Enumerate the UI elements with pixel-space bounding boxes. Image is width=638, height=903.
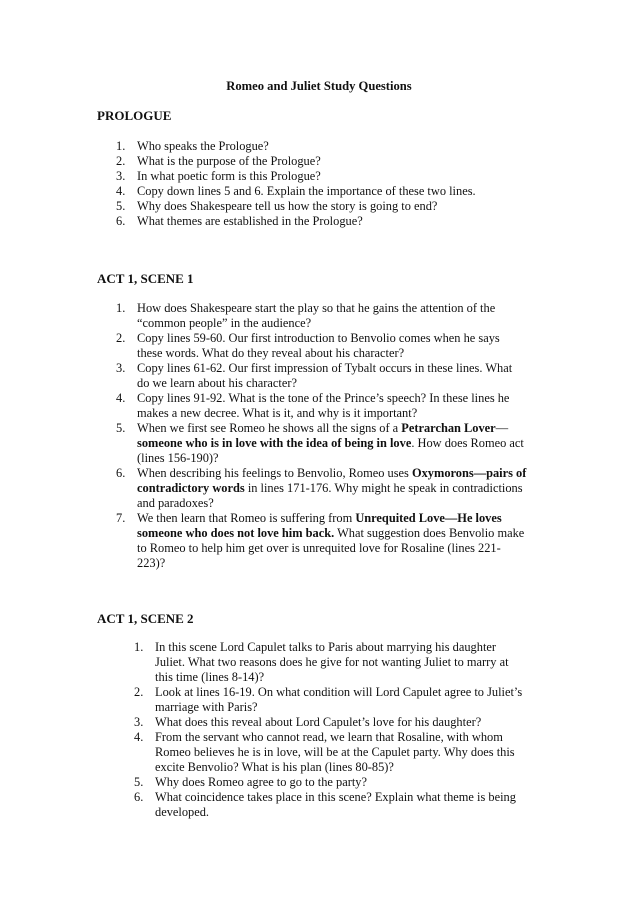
act1-scene2-question-list: [134, 640, 523, 820]
question-text: In what poetic form is this Prologue?: [137, 169, 321, 183]
question-item: [134, 775, 522, 790]
question-text: What themes are established in the Prologue?: [137, 214, 363, 228]
question-item: [116, 139, 476, 154]
question-text: in lines 171-176. Why might he speak in contradictions: [244, 481, 523, 495]
question-line: this time (lines 8-14)?: [155, 670, 265, 684]
question-text: What is the purpose of the Prologue?: [137, 154, 321, 168]
document-title: Romeo and Juliet Study Questions: [226, 79, 412, 93]
question-number: 6.: [116, 466, 126, 480]
question-text: to Romeo to help him get over is unrequited love for Rosaline (lines 221-: [137, 541, 501, 555]
question-item: [134, 790, 522, 820]
question-number: 1.: [116, 139, 126, 153]
act1-scene1-question-list: [116, 301, 527, 571]
question-text: When describing his feelings to Benvolio, Romeo uses: [137, 466, 412, 480]
question-number: 2.: [116, 154, 126, 168]
question-item: [116, 331, 526, 361]
question-line: Copy lines 59-60. Our first introduction to Benvolio comes when he says: [137, 331, 500, 345]
question-line: Copy lines 61-62. Our first impression of Tybalt occurs in these lines. What: [137, 361, 513, 375]
question-number: 5.: [116, 199, 126, 213]
question-number: 3.: [134, 715, 144, 729]
question-line: How does Shakespeare start the play so that he gains the attention of the: [137, 301, 496, 315]
question-number: 5.: [134, 775, 144, 789]
bold-term: Oxymorons—pairs of: [411, 466, 527, 480]
question-text: Why does Shakespeare tell us how the story is going to end?: [137, 199, 438, 213]
question-line: excite Benvolio? What is his plan (lines 80-85)?: [155, 760, 394, 774]
question-item: [116, 301, 526, 331]
question-line: makes a new decree. What is it, and why is it important?: [137, 406, 418, 420]
question-number: 2.: [116, 331, 126, 345]
question-line: What coincidence takes place in this scene? Explain what theme is being: [155, 790, 516, 804]
question-number: 5.: [116, 421, 126, 435]
question-line: do we learn about his character?: [137, 376, 297, 390]
section-heading-act1-scene1: ACT 1, SCENE 1: [97, 271, 194, 286]
question-line: In this scene Lord Capulet talks to Paris about marrying his daughter: [155, 640, 497, 654]
question-text: When we first see Romeo he shows all the signs of a: [137, 421, 402, 435]
question-item: [116, 361, 526, 391]
question-item: [116, 391, 526, 421]
question-number: 2.: [134, 685, 144, 699]
question-line: marriage with Paris?: [155, 700, 258, 714]
section-heading-act1-scene2: ACT 1, SCENE 2: [97, 611, 194, 626]
section-heading-prologue: PROLOGUE: [97, 108, 172, 123]
question-item: [116, 214, 476, 229]
question-item: [116, 421, 526, 466]
question-item: [134, 640, 522, 685]
question-line: Romeo believes he is in love, will be at the Capulet party. Why does this: [155, 745, 515, 759]
bold-term: Petrarchan Lover: [401, 421, 496, 435]
question-line: “common people” in the audience?: [137, 316, 312, 330]
question-item: [134, 730, 522, 775]
question-number: 7.: [116, 511, 126, 525]
question-text: 223)?: [137, 556, 166, 570]
question-number: 3.: [116, 169, 126, 183]
question-text: (lines 156-190)?: [137, 451, 219, 465]
question-number: 1.: [116, 301, 126, 315]
bold-term: contradictory words: [137, 481, 245, 495]
question-line: Copy lines 91-92. What is the tone of the Prince’s speech? In these lines he: [137, 391, 510, 405]
question-item: [116, 511, 526, 571]
question-line: What does this reveal about Lord Capulet’s love for his daughter?: [155, 715, 482, 729]
question-text: . How does Romeo act: [411, 436, 524, 450]
bold-term: Unrequited Love—He loves: [355, 511, 502, 525]
question-text: —: [495, 421, 509, 435]
question-text: What suggestion does Benvolio make: [334, 526, 525, 540]
question-line: From the servant who cannot read, we learn that Rosaline, with whom: [155, 730, 503, 744]
prologue-question-list: [116, 139, 476, 229]
question-number: 4.: [116, 184, 126, 198]
question-number: 4.: [116, 391, 126, 405]
question-number: 3.: [116, 361, 126, 375]
question-item: [116, 154, 476, 169]
question-line: Look at lines 16-19. On what condition will Lord Capulet agree to Juliet’s: [155, 685, 523, 699]
question-item: [116, 466, 527, 511]
question-number: 6.: [134, 790, 144, 804]
question-item: [116, 199, 476, 214]
bold-term: someone who is in love with the idea of being in love: [137, 436, 412, 450]
question-text: Who speaks the Prologue?: [137, 139, 269, 153]
bold-term: someone who does not love him back.: [137, 526, 335, 540]
question-line: these words. What do they reveal about his character?: [137, 346, 405, 360]
question-item: [116, 184, 476, 199]
question-text: Copy down lines 5 and 6. Explain the importance of these two lines.: [137, 184, 476, 198]
question-line: Juliet. What two reasons does he give for not wanting Juliet to marry at: [155, 655, 509, 669]
question-number: 1.: [134, 640, 144, 654]
question-item: [134, 685, 523, 715]
question-line: Why does Romeo agree to go to the party?: [155, 775, 367, 789]
question-number: 4.: [134, 730, 144, 744]
question-number: 6.: [116, 214, 126, 228]
question-line: developed.: [155, 805, 210, 819]
question-text: and paradoxes?: [137, 496, 214, 510]
question-item: [134, 715, 522, 730]
question-text: We then learn that Romeo is suffering from: [137, 511, 356, 525]
question-item: [116, 169, 476, 184]
